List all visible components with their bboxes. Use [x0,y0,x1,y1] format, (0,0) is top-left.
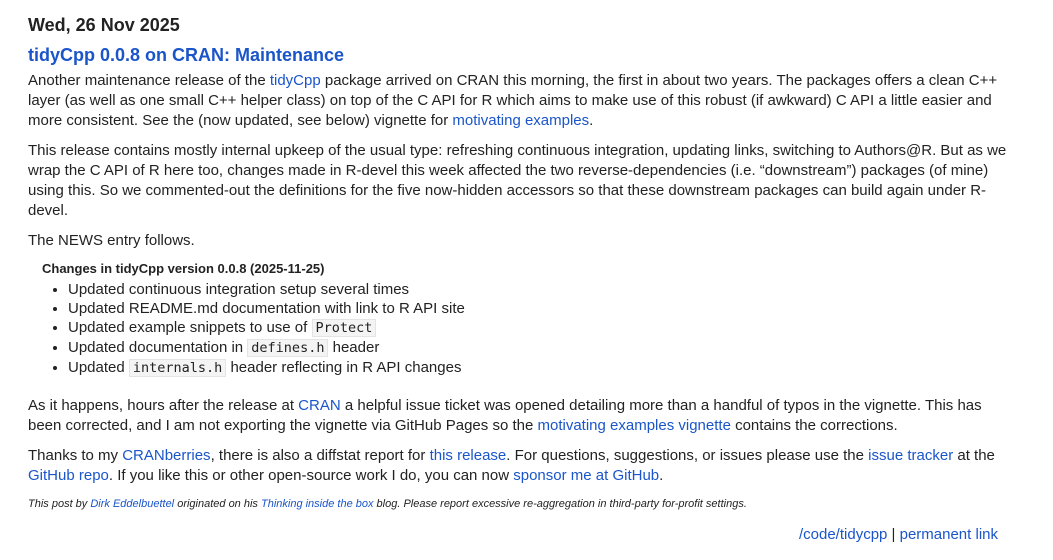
cranberries-link[interactable]: CRANberries [122,447,211,464]
text: at the [953,447,995,464]
paragraph-intro [28,71,1018,131]
text: originated on his [174,498,261,510]
text: a helpful issue ticket was opened detailing more than a handful of typos in the vignette. This has been corrected, and I am not exporting the vignette via GitHub Pages so the [28,397,982,434]
news-item [68,280,942,299]
this-release-link[interactable]: this release [429,447,507,464]
blog-link[interactable]: Thinking inside the box [260,498,374,510]
github-repo-link[interactable]: GitHub repo [28,467,109,484]
text: This post by [28,498,91,510]
text: blog. Please report excessive re-aggregation in third-party for-profit settings. [373,498,747,510]
text: Updated continuous integration setup several times [68,281,410,298]
text: Updated README.md documentation with link to R API site [68,300,465,317]
paragraph-thanks [28,446,1018,486]
text: Updated [68,359,129,376]
link-separator: | [887,526,900,543]
post-date: Wed, 26 Nov 2025 [28,15,180,35]
paragraph-typo-fix [28,396,1018,436]
paragraph-release-details: This release contains mostly internal upkeep of the usual type: refreshing continuous integration, updating links, switching to Authors@R. But as we wrap the C API of R here too, changes made in R-devel this week affected the two reverse-dependencies (i.e. “downstream”) packages (of mine) using this. So we commented-out the definitions for the five now-hidden accessors so that these downstream packages can build again under R-devel. [28,142,1007,219]
text: . [589,112,594,129]
post-title-link[interactable]: tidyCpp 0.0.8 on CRAN: Maintenance [28,45,345,65]
text: contains the corrections. [730,417,898,434]
text: Another maintenance release of the [28,72,270,89]
text: Updated documentation in [68,339,248,356]
news-list [42,280,942,378]
code-protect: Protect [312,319,377,337]
motivating-examples-vignette-link[interactable]: motivating examples vignette [537,417,731,434]
text: Thanks to my [28,447,123,464]
author-link[interactable]: Dirk Eddelbuettel [90,498,175,510]
news-item [68,358,942,378]
text: . For questions, suggestions, or issues please use the [506,447,869,464]
text: header [328,339,380,356]
text: header reflecting in R API changes [226,359,462,376]
category-link[interactable]: /code/tidycpp [798,526,888,543]
post-footer [28,498,747,510]
text: As it happens, hours after the release at [28,397,299,414]
news-item [68,318,942,338]
text: package arrived on CRAN this morning, the first in about two years. The packages offers a clean C++ layer (as well as one small C++ helper class) on top of the C API for R which aims to make use of this robust (if awkward) C API a little easier and more consistent. See the (now updated, see below) vignette for [28,72,998,129]
text: . If you like this or other open-source work I do, you can now [108,467,514,484]
post-links [799,526,998,543]
post-title [28,45,344,66]
code-internals-h: internals.h [129,359,226,377]
news-item [68,299,942,318]
issue-tracker-link[interactable]: issue tracker [868,447,954,464]
tidycpp-link[interactable]: tidyCpp [269,72,321,89]
paragraph-news-intro: The NEWS entry follows. [28,232,195,249]
text: Updated example snippets to use of [68,319,312,336]
text: . [659,467,664,484]
news-heading: Changes in tidyCpp version 0.0.8 (2025-11-25) [42,261,325,276]
sponsor-link[interactable]: sponsor me at GitHub [513,467,660,484]
motivating-examples-link[interactable]: motivating examples [452,112,590,129]
code-defines-h: defines.h [247,339,328,357]
news-entry [42,261,942,378]
cran-link[interactable]: CRAN [298,397,341,414]
permanent-link[interactable]: permanent link [899,526,998,543]
text: , there is also a diffstat report for [210,447,430,464]
news-item [68,338,942,358]
